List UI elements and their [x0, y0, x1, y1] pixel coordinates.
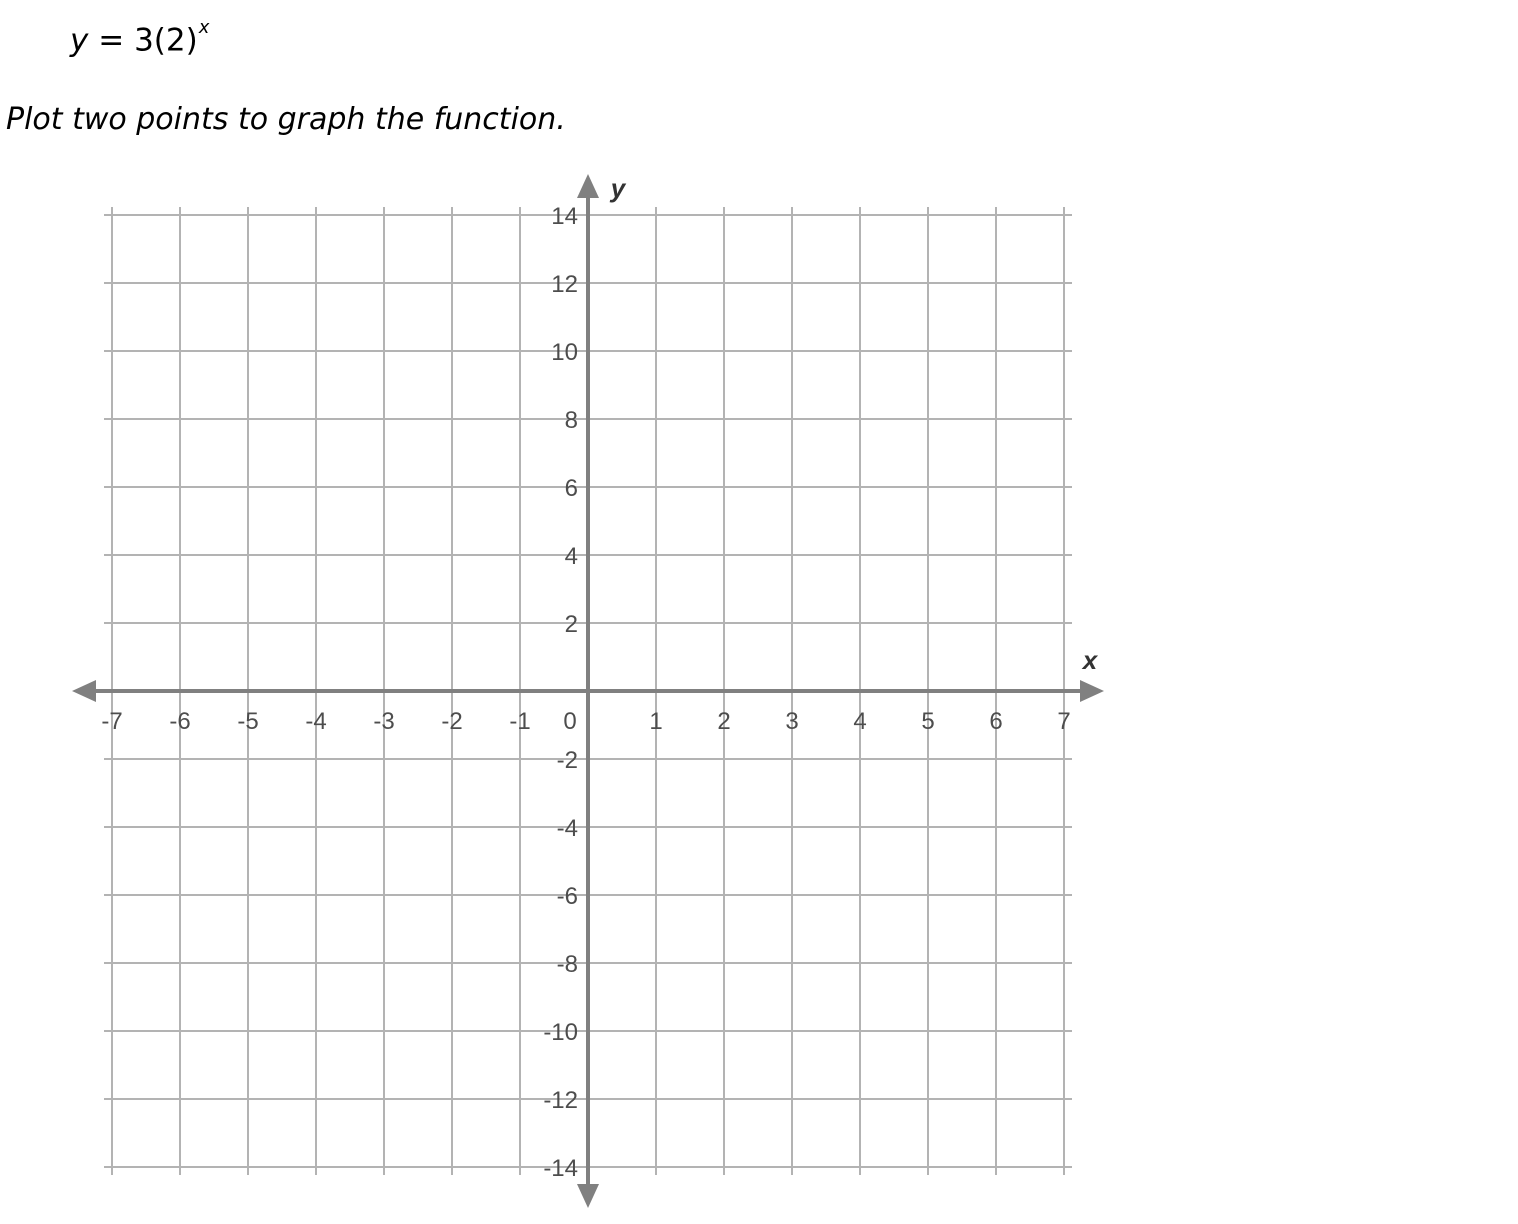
y-tick-label: -2 [556, 747, 578, 774]
y-tick-label: -8 [556, 951, 578, 978]
origin-label: 0 [563, 708, 577, 735]
y-tick-label: -12 [543, 1087, 578, 1114]
y-axis-bottom-arrow-icon [577, 1184, 599, 1208]
y-tick-label: 2 [564, 611, 578, 638]
x-tick-label: -3 [373, 708, 395, 735]
equation-exponent: x [198, 17, 210, 38]
x-axis-label: x [1082, 645, 1098, 675]
x-tick-label: 6 [989, 708, 1003, 735]
instruction-text: Plot two points to graph the function. [6, 102, 566, 137]
y-tick-label: 6 [564, 475, 578, 502]
y-tick-label: 12 [551, 271, 578, 298]
x-tick-label: -1 [509, 708, 531, 735]
equation-equals: = [98, 22, 125, 59]
x-tick-label: 5 [921, 708, 935, 735]
x-tick-label: -4 [305, 708, 327, 735]
x-tick-label: 7 [1057, 708, 1071, 735]
x-tick-label: -7 [101, 708, 123, 735]
equation-lhs: y [70, 22, 89, 59]
x-tick-label: -5 [237, 708, 259, 735]
y-tick-label: -4 [556, 815, 578, 842]
axes [72, 174, 1104, 1208]
x-tick-label: 4 [853, 708, 867, 735]
y-tick-label: -10 [543, 1019, 578, 1046]
x-tick-label: -6 [169, 708, 191, 735]
y-tick-label: -14 [543, 1155, 578, 1182]
y-axis-top-arrow-icon [577, 174, 599, 198]
x-tick-label: 2 [717, 708, 731, 735]
y-axis-label: y [610, 173, 626, 203]
x-axis-right-arrow-icon [1080, 680, 1104, 702]
x-tick-label: 3 [785, 708, 799, 735]
y-tick-label: -6 [556, 883, 578, 910]
equation-rhs: 3(2) [134, 22, 198, 59]
x-axis-left-arrow-icon [72, 680, 96, 702]
x-tick-label: -2 [441, 708, 463, 735]
y-tick-label: 4 [564, 543, 578, 570]
x-tick-label: 1 [649, 708, 663, 735]
y-tick-label: 14 [551, 203, 578, 230]
y-tick-label: 10 [551, 339, 578, 366]
y-tick-label: 8 [564, 407, 578, 434]
